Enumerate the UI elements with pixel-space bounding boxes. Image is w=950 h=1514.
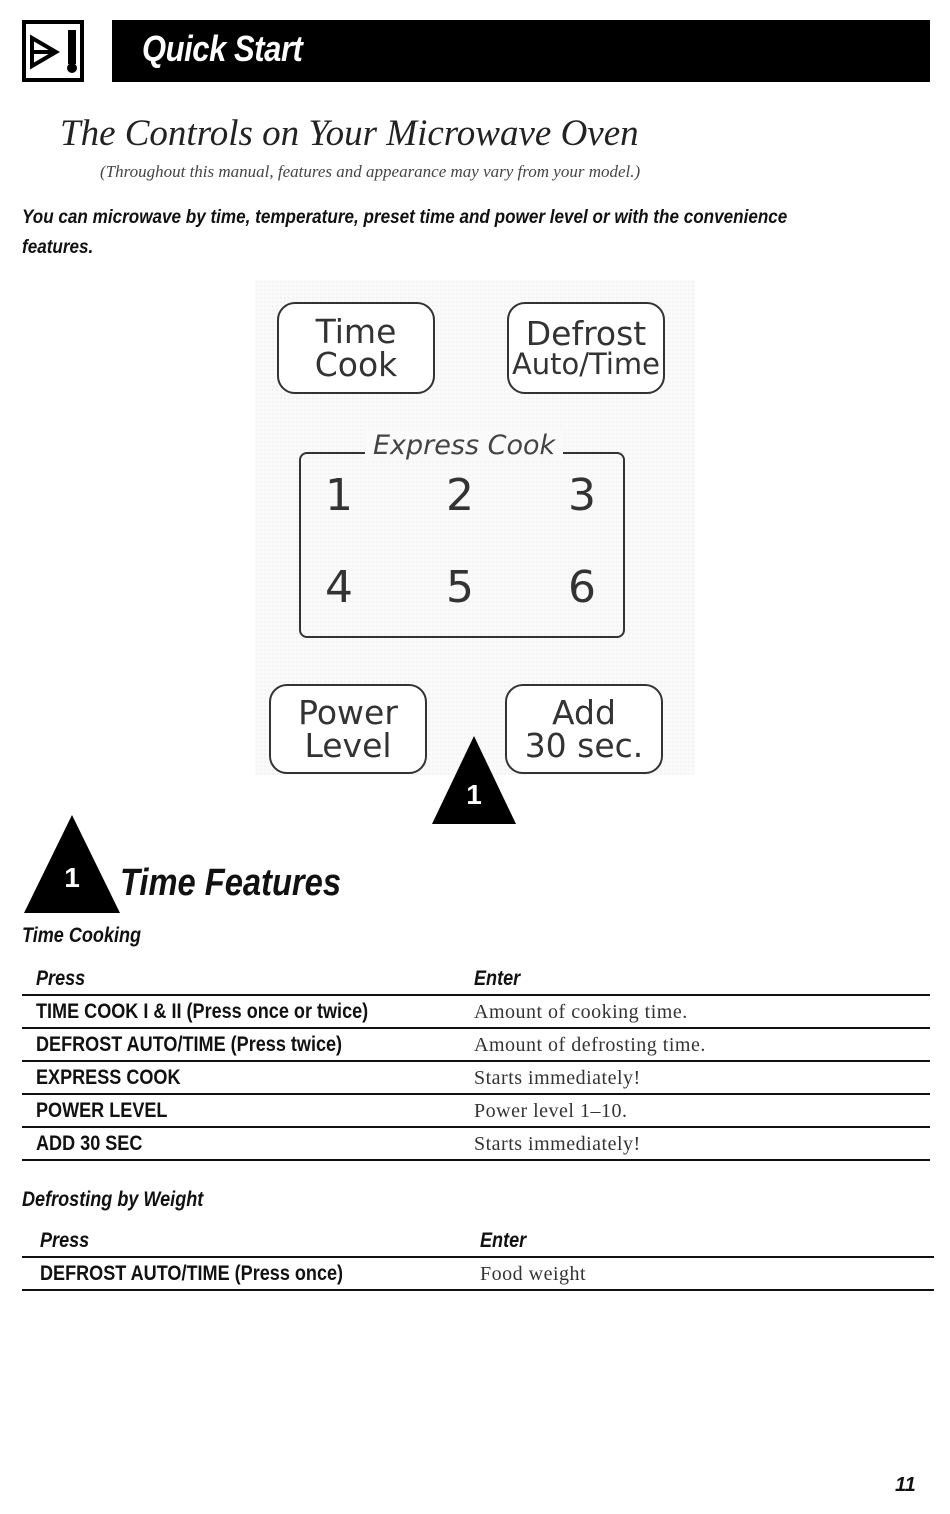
table-row	[22, 1128, 930, 1161]
add-30-sec-pad	[505, 684, 663, 774]
defrost-pad	[507, 302, 665, 394]
microwave-hand-icon	[22, 20, 84, 82]
enter-cell: Food weight	[480, 1263, 587, 1285]
enter-cell: Power level 1–10.	[474, 1100, 628, 1122]
add-30-line-2: 30 sec.	[524, 726, 644, 765]
number-pad-1: 1	[325, 470, 353, 521]
press-header: Press	[36, 967, 86, 990]
express-cook-label: Express Cook	[365, 430, 563, 461]
enter-cell: Amount of cooking time.	[474, 1001, 688, 1023]
number-pad-4: 4	[325, 562, 353, 613]
intro-text: You can microwave by time, temperature, preset time and power level or with the convenience features.	[22, 207, 788, 258]
table-header-row	[22, 964, 930, 996]
press-cell: ADD 30 SEC	[36, 1132, 143, 1155]
page-number: 11	[895, 1474, 916, 1496]
time-cook-line-2: Cook	[314, 345, 398, 384]
press-cell: EXPRESS COOK	[36, 1066, 181, 1089]
table-row	[22, 1029, 930, 1062]
time-cooking-table	[22, 964, 930, 1161]
section-marker-number: 1	[64, 862, 80, 893]
power-level-line-1: Power	[298, 693, 398, 732]
enter-header: Enter	[480, 1229, 527, 1252]
power-level-line-2: Level	[304, 726, 392, 765]
time-cooking-title: Time Cooking	[22, 924, 142, 947]
header-bar	[112, 20, 930, 82]
panel-marker-number: 1	[466, 779, 482, 810]
table-row	[22, 1095, 930, 1128]
defrost-weight-title: Defrosting by Weight	[22, 1188, 204, 1211]
table-row	[22, 996, 930, 1029]
press-cell: DEFROST AUTO/TIME (Press once)	[40, 1262, 344, 1285]
add-30-line-1: Add	[552, 693, 616, 732]
table-header-row	[22, 1226, 934, 1258]
pointing-hand-icon	[26, 24, 80, 78]
press-header: Press	[40, 1229, 90, 1252]
power-level-pad	[269, 684, 427, 774]
defrost-line-2: Auto/Time	[511, 347, 661, 381]
number-pad-2: 2	[446, 470, 474, 521]
table-row	[22, 1062, 930, 1095]
enter-cell: Starts immediately!	[474, 1133, 641, 1155]
time-cook-pad	[277, 302, 435, 394]
model-note: (Throughout this manual, features and appearance may vary from your model.)	[100, 162, 641, 181]
number-pad-3: 3	[568, 470, 596, 521]
number-pad-6: 6	[568, 562, 596, 613]
defrost-line-1: Defrost	[525, 314, 647, 353]
number-pad-5: 5	[446, 562, 474, 613]
page-header-title: Quick Start	[142, 28, 303, 69]
enter-cell: Starts immediately!	[474, 1067, 641, 1089]
enter-cell: Amount of defrosting time.	[474, 1034, 706, 1056]
press-cell: TIME COOK I & II (Press once or twice)	[36, 1000, 369, 1023]
enter-header: Enter	[474, 967, 521, 990]
section-title: Time Features	[120, 862, 341, 904]
page-title: The Controls on Your Microwave Oven	[60, 113, 639, 154]
table-row	[22, 1258, 934, 1291]
press-cell: POWER LEVEL	[36, 1099, 168, 1122]
press-cell: DEFROST AUTO/TIME (Press twice)	[36, 1033, 343, 1056]
time-cook-line-1: Time	[315, 312, 397, 351]
defrost-weight-table	[22, 1226, 934, 1291]
control-panel-illustration	[255, 280, 695, 775]
